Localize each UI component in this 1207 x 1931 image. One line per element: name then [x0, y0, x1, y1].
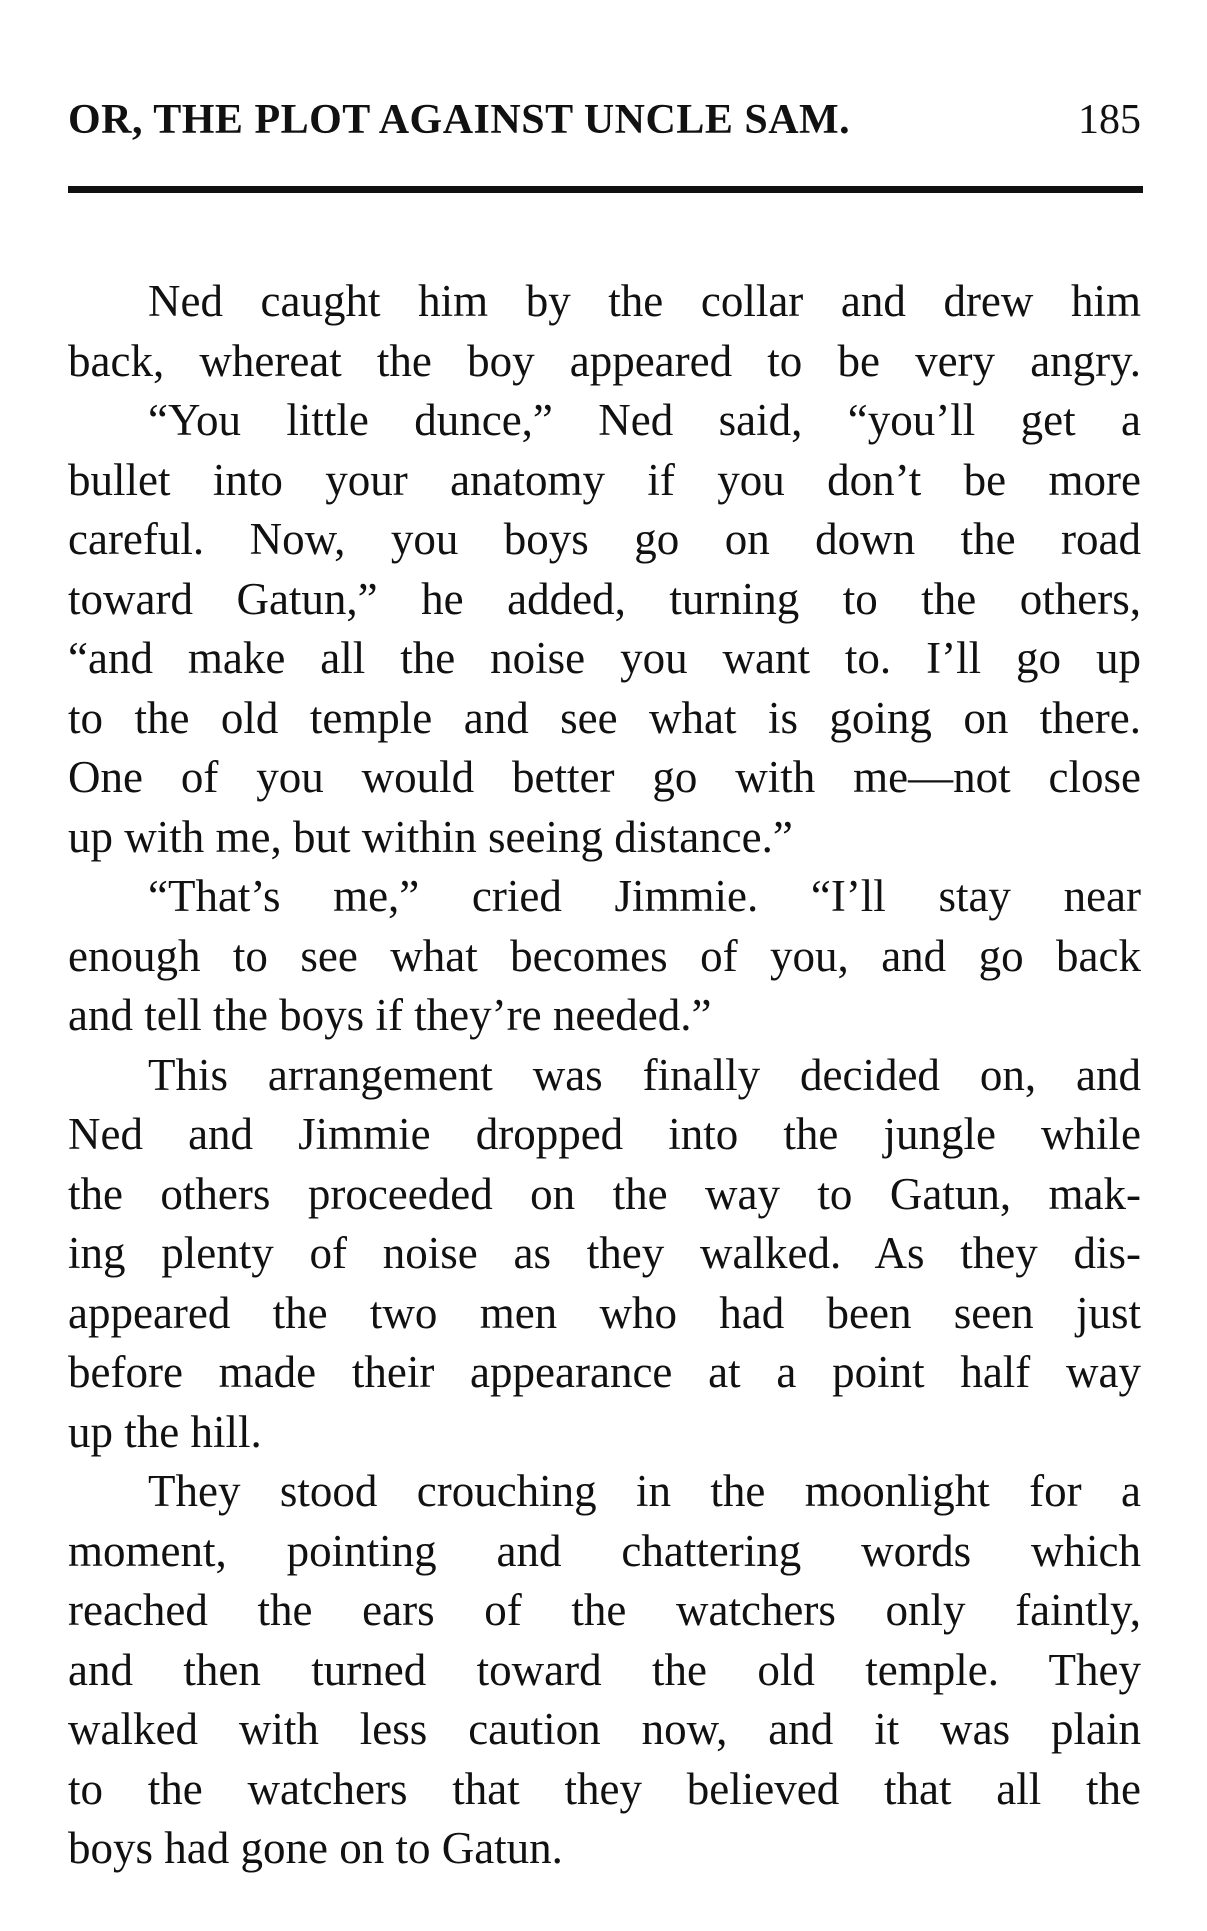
text-line: back, whereat the boy appeared to be very angry.: [68, 335, 1141, 386]
header-rule: [68, 186, 1143, 193]
page-number: 185: [1078, 97, 1141, 143]
text-line: ing plenty of noise as they walked. As they dis-: [68, 1228, 1141, 1278]
running-head: [68, 96, 1141, 156]
text-line: One of you would better go with me—not close: [68, 752, 1141, 802]
text-line: boys had gone on to Gatun.: [68, 1823, 563, 1873]
text-line: up with me, but within seeing distance.”: [68, 811, 793, 862]
text-line: to the watchers that they believed that all the: [68, 1763, 1141, 1814]
text-line: the others proceeded on the way to Gatun, mak-: [68, 1168, 1141, 1219]
text-line: “You little dunce,” Ned said, “you’ll get a: [148, 395, 1141, 445]
text-line: “and make all the noise you want to. I’ll go up: [68, 633, 1141, 683]
text-line: careful. Now, you boys go on down the road: [68, 514, 1141, 564]
text-line: reached the ears of the watchers only faintly,: [68, 1585, 1141, 1635]
text-line: Ned caught him by the collar and drew him: [148, 276, 1141, 326]
text-line: to the old temple and see what is going on there.: [68, 692, 1141, 743]
text-line: moment, pointing and chattering words which: [68, 1525, 1141, 1576]
text-line: appeared the two men who had been seen just: [68, 1287, 1141, 1338]
text-line: bullet into your anatomy if you don’t be more: [68, 454, 1141, 505]
text-line: toward Gatun,” he added, turning to the others,: [68, 573, 1141, 624]
text-line: enough to see what becomes of you, and go back: [68, 930, 1141, 981]
text-line: They stood crouching in the moonlight for a: [148, 1466, 1141, 1516]
text-line: and tell the boys if they’re needed.”: [68, 990, 712, 1040]
text-line: This arrangement was finally decided on, and: [148, 1049, 1141, 1100]
text-line: up the hill.: [68, 1406, 262, 1457]
text-line: walked with less caution now, and it was plain: [68, 1704, 1141, 1754]
running-title: OR, THE PLOT AGAINST UNCLE SAM.: [68, 97, 851, 143]
body-text: [68, 272, 1141, 1879]
text-line: Ned and Jimmie dropped into the jungle while: [68, 1109, 1141, 1159]
text-line: before made their appearance at a point half way: [68, 1347, 1141, 1397]
text-line: “That’s me,” cried Jimmie. “I’ll stay near: [148, 871, 1141, 921]
text-line: and then turned toward the old temple. They: [68, 1644, 1141, 1695]
